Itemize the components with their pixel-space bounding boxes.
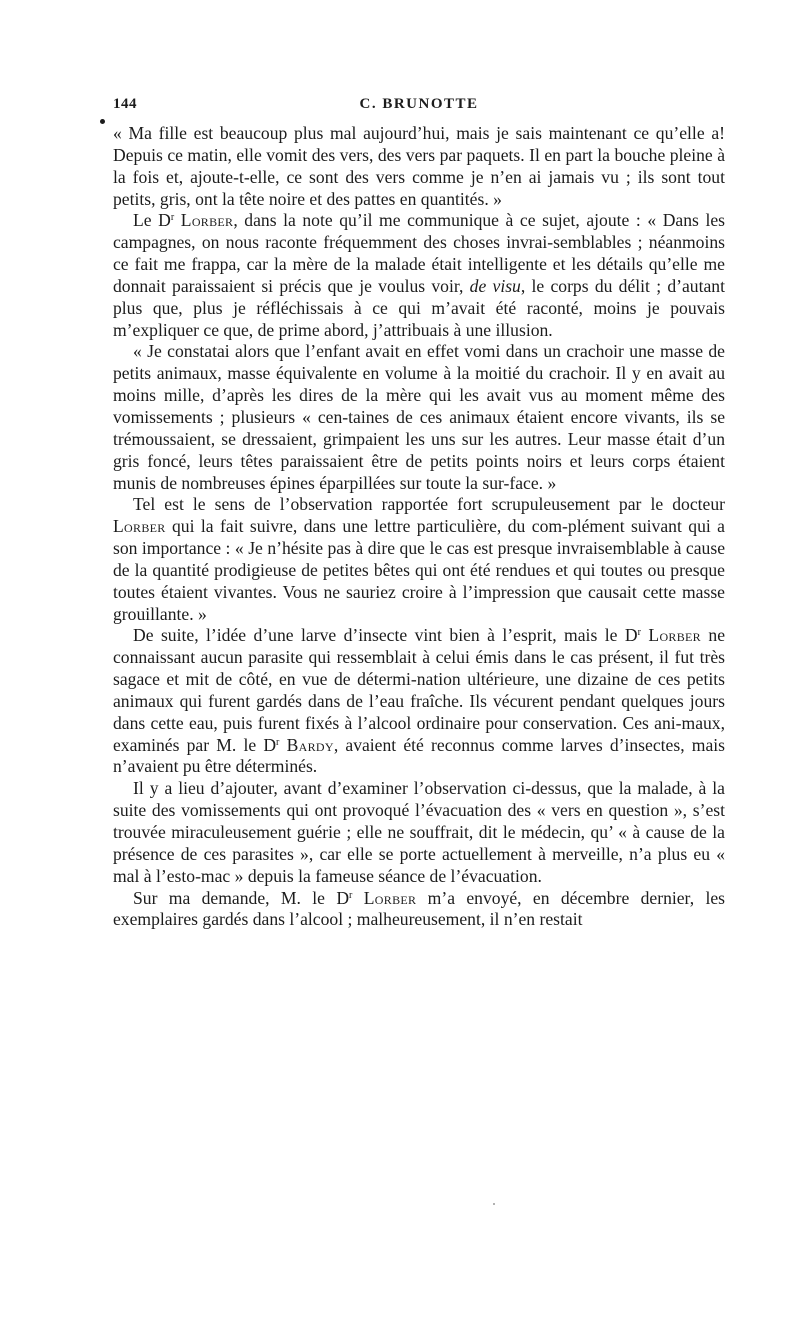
author-name-lorber: Lorber xyxy=(363,887,417,908)
running-head: C. BRUNOTTE xyxy=(359,96,479,112)
paragraph-3: « Je constatai alors que l’enfant avait en effet vomi dans un crachoir une masse de petits animaux, masse équivalente en volume à la moitié du crachoir. Il y en avait au moins mille, d’après les dires de la mère qui les avait vus au moment même des vomissements ; plusieurs « cen-taines de ces animaux étaient encore vivants, ils se trémoussaient, se dressaient, grimpaient les uns sur les autres. Leur masse était d’un gris foncé, leurs têtes paraissaient être de petits points noirs et leurs corps étaient munis de nombreuses épines éparpillées sur toute la sur-face. » xyxy=(113,341,725,493)
italic-phrase: de visu xyxy=(469,275,521,296)
text-run: ne connaissant aucun parasite qui ressemblait à celui émis dans le cas présent, il fut très sagace et mit de côté, en vue de détermi-nation ultérieure, une dizaine de ces petits animaux qui furent gardés dans de l’eau fraîche. Ils vécurent pendant quelques jours dans cette eau, puis furent fixés à l’alcool ordinaire pour conservation. Ces ani-maux, examinés par M. le D xyxy=(113,625,726,755)
text-run: , dans la note qu’il me communique à ce sujet, ajoute : « Dans les campagnes, on nous raconte fréquemment des choses invrai-semblables ; néanmoins ce fait me frappa, car la mère de la malade était intelligente et les détails qu’elle me donnait paraissaient si précis que je voulus voir, xyxy=(113,210,725,296)
author-name-lorber: Lorber xyxy=(180,210,234,231)
author-name-lorber: Lorber xyxy=(648,625,701,646)
paragraph-4 xyxy=(113,494,725,625)
text-run: qui la fait suivre, dans une lettre particulière, du com-plément suivant qui a son importance : « Je n’hésite pas à dire que le cas est presque invraisemblable à cause de la quantité prodigieuse de petites bêtes qui ont été rendues et qui toutes ou presque toutes étaient vivantes. Vous ne sauriez croire à l’impression que causait cette masse grouillante. » xyxy=(113,516,725,624)
margin-dot xyxy=(100,119,105,124)
page-number: 144 xyxy=(113,96,137,112)
paragraph-6: Il y a lieu d’ajouter, avant d’examiner l’observation ci-dessus, que la malade, à la suite des vomissements qui ont provoqué l’évacuation des « vers en question », s’est trouvée miraculeusement guérie ; elle ne souffrait, dit le médecin, qu’ « à cause de la présence de ces parasites », car elle se porte actuellement à merveille, n’a plus eu « mal à l’esto-mac » depuis la fameuse séance de l’évacuation. xyxy=(113,778,725,886)
text-run: Sur ma demande, M. le D xyxy=(133,887,350,908)
author-name-lorber: Lorber xyxy=(113,516,166,537)
superscript: r xyxy=(170,212,175,224)
author-name-bardy: Bardy xyxy=(286,734,334,755)
paragraph-7 xyxy=(113,888,725,932)
body-text xyxy=(113,123,725,931)
text-run: Le D xyxy=(133,210,171,231)
text-run: , le corps du délit ; d’autant plus que, plus je réfléchissais à ce qui m’avait été raconté, moins je pouvais m’expliquer ce que, de prime abord, j’attribuais à une illusion. xyxy=(113,275,725,340)
text-run: , avaient été reconnus comme larves d’insectes, mais n’avaient pu être déterminés. xyxy=(113,734,725,777)
superscript: r xyxy=(637,627,641,639)
paragraph-1: « Ma fille est beaucoup plus mal aujourd’hui, mais je sais maintenant ce qu’elle a! Depuis ce matin, elle vomit des vers, des vers par paquets. Il en part la bouche pleine à la fois et, ajoute-t-elle, ce sont des vers comme je n’en ai jamais vu ; ils sont tout petits, gris, ont la tête noire et des pattes en quantités. » xyxy=(113,123,725,209)
paragraph-5 xyxy=(113,625,725,778)
text-run: Tel est le sens de l’observation rapportée fort scrupuleusement par le docteur xyxy=(133,494,725,515)
page-header xyxy=(113,96,725,120)
superscript: r xyxy=(276,736,280,748)
text-run: m’a envoyé, en décembre dernier, les exemplaires gardés dans l’alcool ; malheureusement, il n’en restait xyxy=(113,887,726,930)
paragraph-2 xyxy=(113,210,725,341)
superscript: r xyxy=(349,889,353,901)
text-run: De suite, l’idée d’une larve d’insecte vint bien à l’esprit, mais le D xyxy=(133,625,638,646)
paper-speck xyxy=(493,1203,495,1205)
